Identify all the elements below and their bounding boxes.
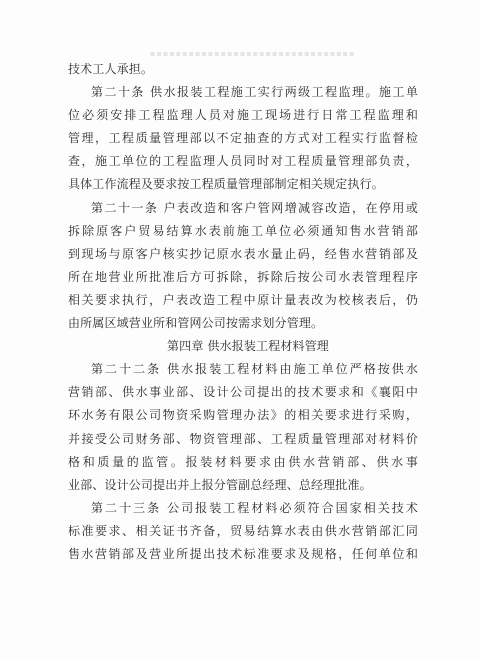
text-line: 环水务有限公司物资采购管理办法》的相关要求进行采购， [68,408,418,423]
text-line: 格和质量的监管。报装材料要求由供水营销部、供水事 [68,454,418,469]
text-line: 查，施工单位的工程监理人员同时对工程质量管理部负责， [68,154,418,169]
text-line: 拆除原客户贸易结算水表前施工单位必须通知售水营销部 [68,223,418,238]
text-line: 所在地营业所批准后方可拆除，拆除后按公司水表管理程序 [68,269,418,284]
text-line: 并接受公司财务部、物资管理部、工程质量管理部对材料价 [68,431,418,446]
text-line: 具体工作流程及要求按工程质量管理部制定相关规定执行。 [68,177,384,192]
text-line: 到现场与原客户核实抄记原水表水量止码，经售水营销部及 [68,246,418,261]
text-line: 业部、设计公司提出并上报分管副总经理、总经理批准。 [68,477,372,492]
document-body [68,58,418,566]
text-line: 营销部、供水事业部、设计公司提出的技术要求和《襄阳中 [68,385,418,400]
article-21-line: 第二十一条 户表改造和客户管网增减容改造，在停用或 [91,200,418,215]
text-line: 由所属区域营业所和管网公司按需求划分管理。 [68,316,324,331]
chapter-heading: 第四章 供水报装工程材料管理 [167,339,329,354]
text-line: 售水营销部及营业所提出技术标准要求及规格，任何单位和 [68,546,418,561]
text-line: 位必须安排工程监理人员对施工现场进行日常工程监理和 [68,108,418,123]
text-line: 标准要求、相关证书齐备，贸易结算水表由供水营销部汇同 [68,523,418,538]
article-23-line: 第二十三条 公司报装工程材料必须符合国家相关技术 [91,500,418,515]
text-line: 相关要求执行，户表改造工程中原计量表改为校核表后，仍 [68,292,418,307]
article-20-line: 第二十条 供水报装工程施工实行两级工程监理。施工单 [91,85,418,100]
bleed-through-shadow: ▪▪▪▪▪▪▪▪▪▪▪▪▪▪▪▪▪▪▪▪▪▪▪▪▪▪▪▪▪▪▪▪ [150,50,356,58]
text-line: 管理，工程质量管理部以不定抽查的方式对工程实行监督检 [68,131,418,146]
article-22-line: 第二十二条 供水报装工程材料由施工单位严格按供水 [91,362,418,377]
text-line: 技术工人承担。 [68,62,154,76]
